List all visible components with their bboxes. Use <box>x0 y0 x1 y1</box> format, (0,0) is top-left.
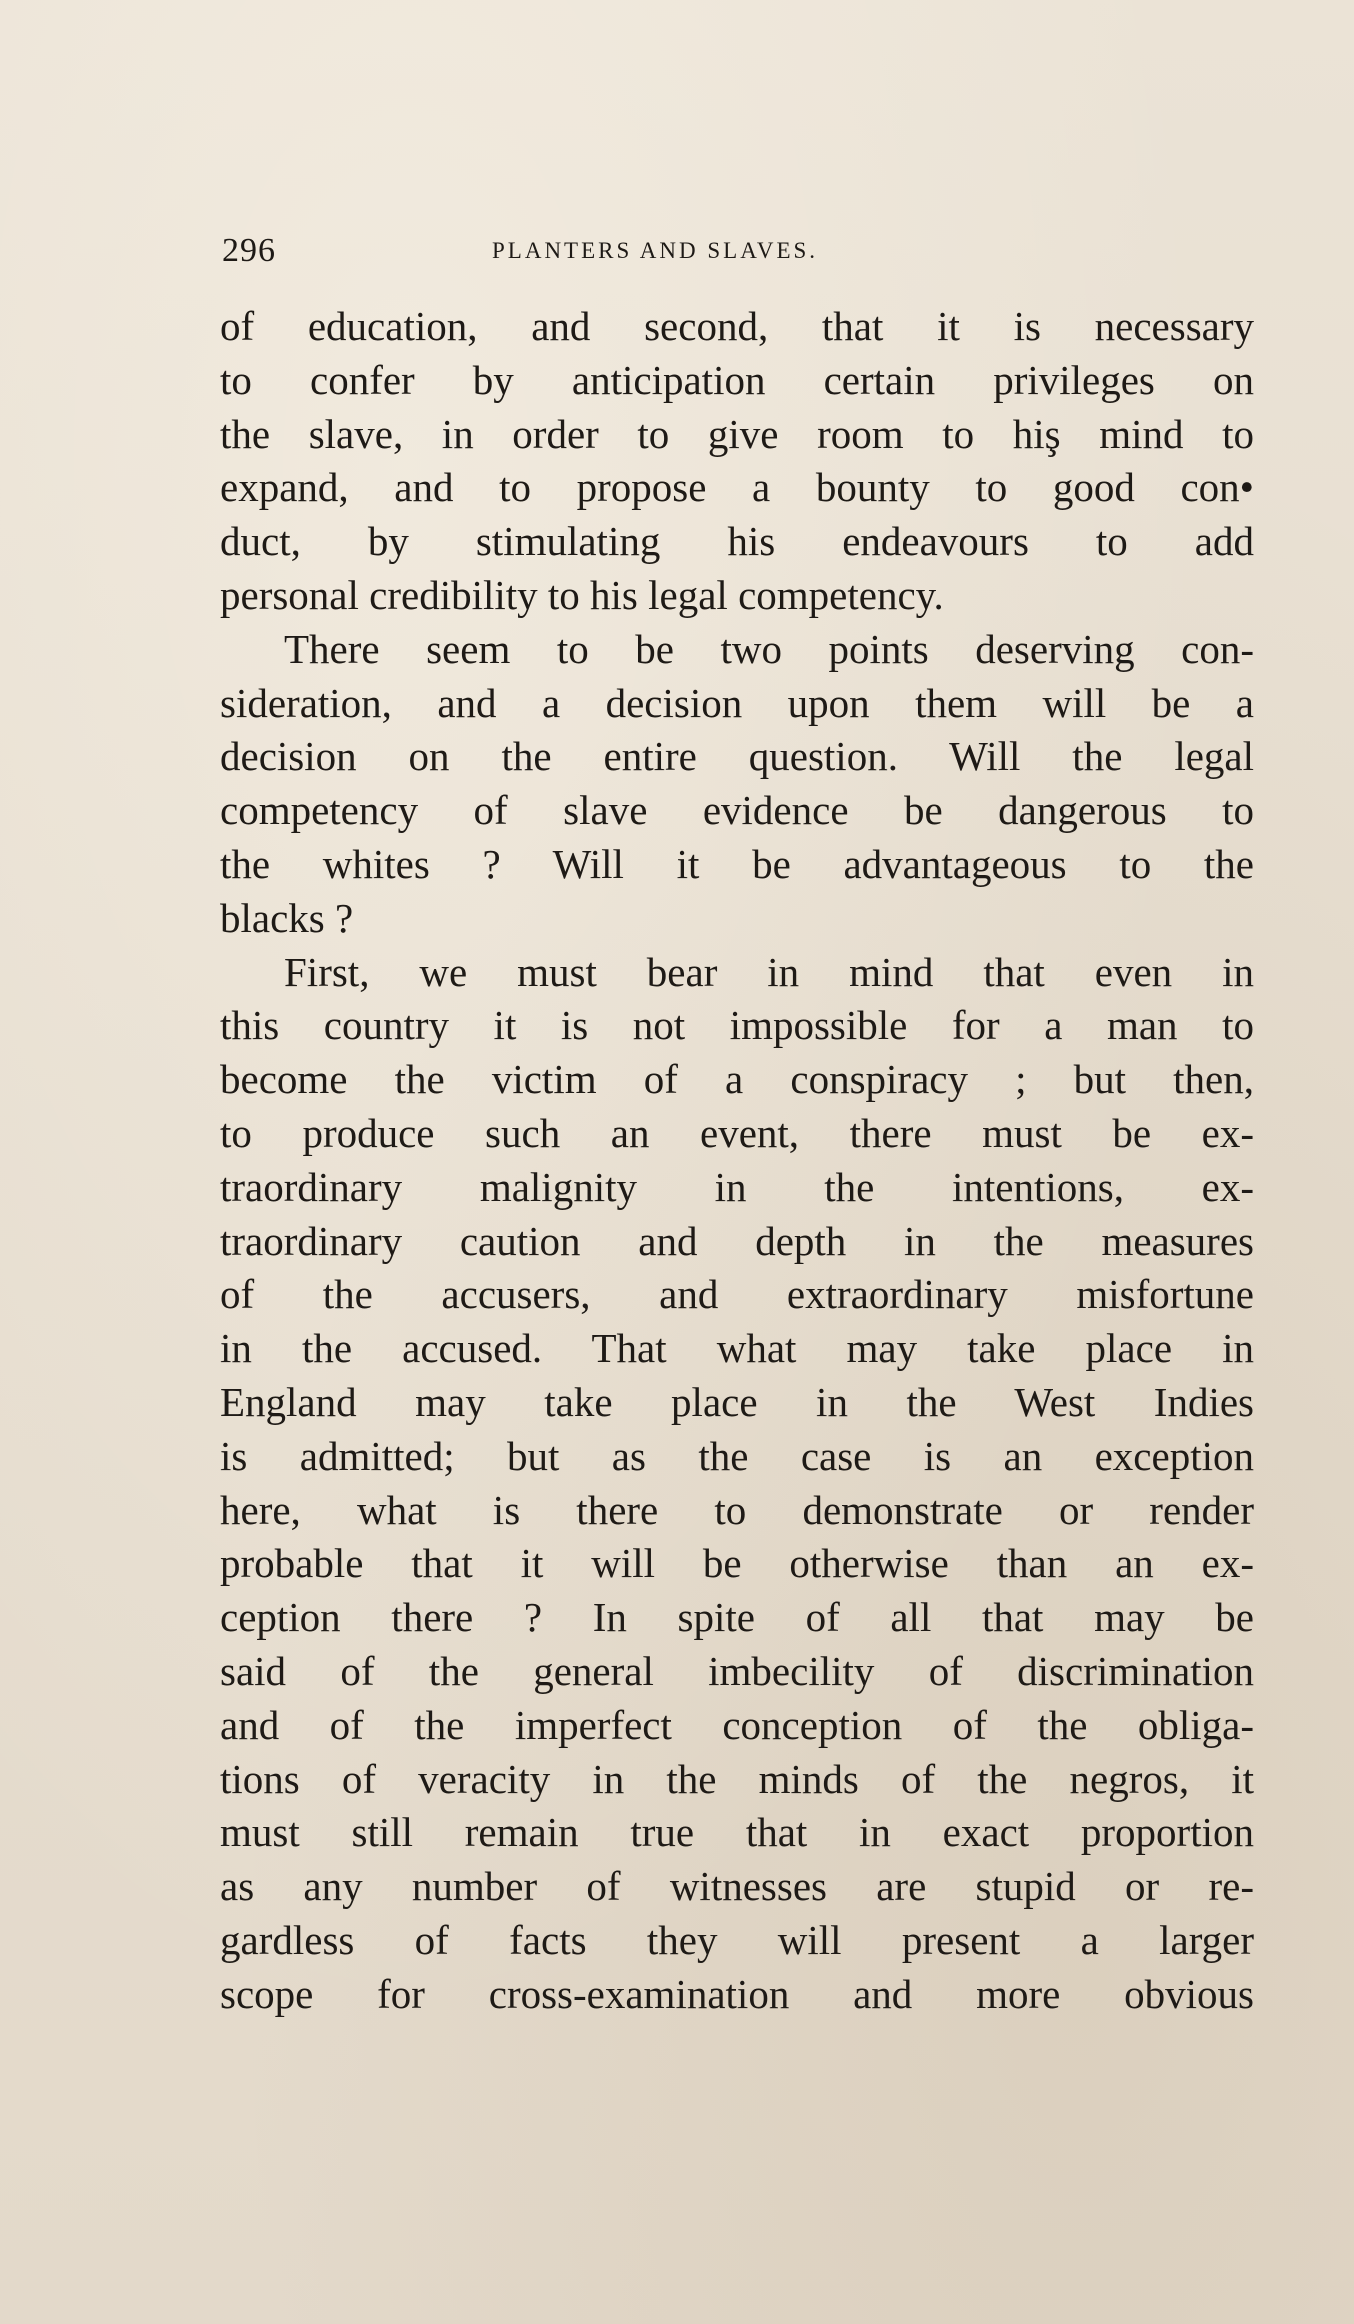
text-line: to confer by anticipation certain privileges on <box>220 356 1254 403</box>
text-line: expand, and to propose a bounty to good con• <box>220 464 1254 511</box>
text-line: duct, by stimulating his endeavours to add <box>220 518 1254 565</box>
text-line: and of the imperfect conception of the obliga- <box>220 1701 1254 1748</box>
text-line: sideration, and a decision upon them will be a <box>220 679 1254 726</box>
text-line: tions of veracity in the minds of the negros, it <box>220 1755 1254 1802</box>
text-line: decision on the entire question. Will the legal <box>220 733 1254 780</box>
text-line: must still remain true that in exact proportion <box>220 1809 1254 1856</box>
paragraph-start: First, we must bear in mind that even in <box>284 948 1254 995</box>
text-line: England may take place in the West Indies <box>220 1378 1254 1425</box>
paragraph-start: There seem to be two points deserving con- <box>284 625 1254 672</box>
text-line: ception there ? In spite of all that may be <box>220 1594 1254 1641</box>
text-line: the slave, in order to give room to hiş mind to <box>220 410 1254 457</box>
text-line: this country it is not impossible for a man to <box>220 1002 1254 1049</box>
text-line: probable that it will be otherwise than an ex- <box>220 1540 1254 1587</box>
text-line: gardless of facts they will present a larger <box>220 1916 1254 1963</box>
text-line: the whites ? Will it be advantageous to the <box>220 840 1254 887</box>
body-text <box>220 300 1254 2022</box>
text-line: said of the general imbecility of discrimination <box>220 1647 1254 1694</box>
text-line: become the victim of a conspiracy ; but then, <box>220 1056 1254 1103</box>
text-line: competency of slave evidence be dangerous to <box>220 787 1254 834</box>
text-line: as any number of witnesses are stupid or re- <box>220 1863 1254 1910</box>
text-line: of education, and second, that it is necessary <box>220 303 1254 349</box>
page-number: 296 <box>222 232 276 269</box>
running-head-title: PLANTERS AND SLAVES. <box>492 238 819 263</box>
text-line: scope for cross-examination and more obvious <box>220 1970 1254 2017</box>
text-line: in the accused. That what may take place in <box>220 1325 1254 1372</box>
text-line: traordinary malignity in the intentions, ex- <box>220 1163 1254 1210</box>
text-line: is admitted; but as the case is an exception <box>220 1432 1254 1479</box>
text-line: traordinary caution and depth in the measures <box>220 1217 1254 1264</box>
text-line: personal credibility to his legal competency. <box>220 571 944 618</box>
text-line: blacks ? <box>220 894 354 941</box>
text-line: of the accusers, and extraordinary misfortune <box>220 1271 1254 1318</box>
text-line: here, what is there to demonstrate or render <box>220 1486 1254 1533</box>
text-line: to produce such an event, there must be ex- <box>220 1109 1254 1156</box>
running-head <box>222 232 1252 272</box>
